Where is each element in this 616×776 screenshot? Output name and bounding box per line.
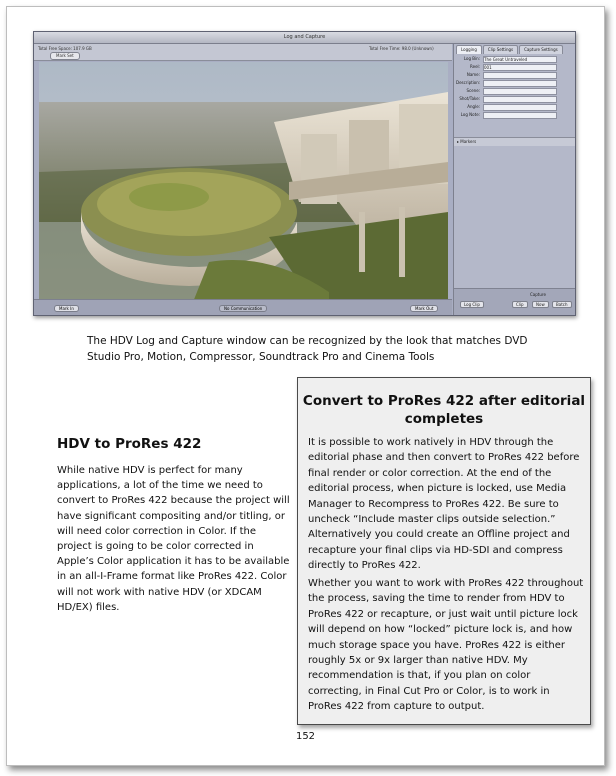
- markers-disclosure: ▸ Markers: [454, 137, 576, 146]
- transport-bar: [34, 299, 452, 316]
- log-and-capture-screenshot: [33, 31, 576, 316]
- mark-in-button: Mark In: [54, 305, 79, 312]
- capture-clip-button: Clip: [512, 301, 528, 308]
- capture-now-button: Now: [532, 301, 549, 308]
- field-row: Reel: 001: [454, 64, 576, 70]
- capture-batch-button: Batch: [552, 301, 572, 308]
- device-status: No Communication: [219, 305, 267, 312]
- section-body: While native HDV is perfect for many applications, a lot of the time we need to convert to ProRes 422 because the project will have significant compositing and/or titling, or will need color correction in Color. If the project is going to be color corrected in Apple’s Color application it has to be available in an all-I-Frame format like ProRes 422. Color will not work with native HDV (or XDCAM HD/EX) files.: [57, 465, 290, 613]
- field-row: Log Note:: [454, 112, 576, 118]
- tab-logging: Logging: [456, 45, 482, 54]
- logging-tabs: [454, 44, 576, 54]
- section-heading: HDV to ProRes 422: [57, 436, 202, 452]
- logging-panel: [453, 44, 576, 315]
- capture-preview-image: [39, 62, 448, 312]
- field-row: Description:: [454, 80, 576, 86]
- capture-controls: [454, 288, 576, 315]
- field-row: Angle:: [454, 104, 576, 110]
- sidebar-paragraph: It is possible to work natively in HDV through the editorial phase and then convert to ProRes 422 before final render or color correction. At the end of the editorial process, when picture is locked, use Media Manager to Recompress to ProRes 422. Be sure to uncheck “Include master clips outside selection.” Alternatively you could create an Offline project and recapture your final clips via HD-SDI and compress directly to ProRes 422.: [308, 437, 580, 572]
- tab-clip-settings: Clip Settings: [483, 45, 518, 54]
- mark-set-button: Mark Set: [50, 52, 80, 60]
- document-page: [6, 6, 605, 766]
- capture-toolbar: [34, 44, 452, 61]
- sidebar-box: [297, 377, 591, 725]
- log-clip-button: Log Clip: [460, 301, 484, 308]
- capture-label: Capture: [530, 292, 546, 297]
- field-row: Shot/Take:: [454, 96, 576, 102]
- getty-center-photo: [39, 62, 448, 312]
- page-number: 152: [295, 731, 316, 742]
- window-title: Log and Capture: [34, 32, 575, 44]
- bin-value: The Great Untraveled: [483, 56, 557, 63]
- figure-caption: The HDV Log and Capture window can be recognized by the look that matches DVD Studio Pro, Motion, Compressor, Soundtrack Pro and Cinema Tools: [87, 335, 528, 363]
- reel-value: 001: [483, 64, 557, 71]
- sidebar-title: Convert to ProRes 422 after editorial completes: [302, 393, 586, 427]
- field-row: Log Bin: The Great Untraveled: [454, 56, 576, 62]
- free-space-label: Total Free Space: 107.9 GB: [38, 46, 92, 51]
- field-row: Name:: [454, 72, 576, 78]
- tab-capture-settings: Capture Settings: [519, 45, 563, 54]
- mark-out-button: Mark Out: [410, 305, 438, 312]
- sidebar-paragraph: Whether you want to work with ProRes 422 throughout the process, saving the time to render from HDV to ProRes 422 or recapture, or just wait until picture lock will depend on how “locked” picture lock is, and how much storage space you have. ProRes 422 is either roughly 5x or 9x larger than native HDV. My recommendation is that, if you plan on color correcting, in Final Cut Pro or Color, is to work in ProRes 422 from capture to output.: [308, 578, 584, 713]
- field-row: Scene:: [454, 88, 576, 94]
- free-time-label: Total Free Time: 98.0 (Unknown): [369, 46, 434, 51]
